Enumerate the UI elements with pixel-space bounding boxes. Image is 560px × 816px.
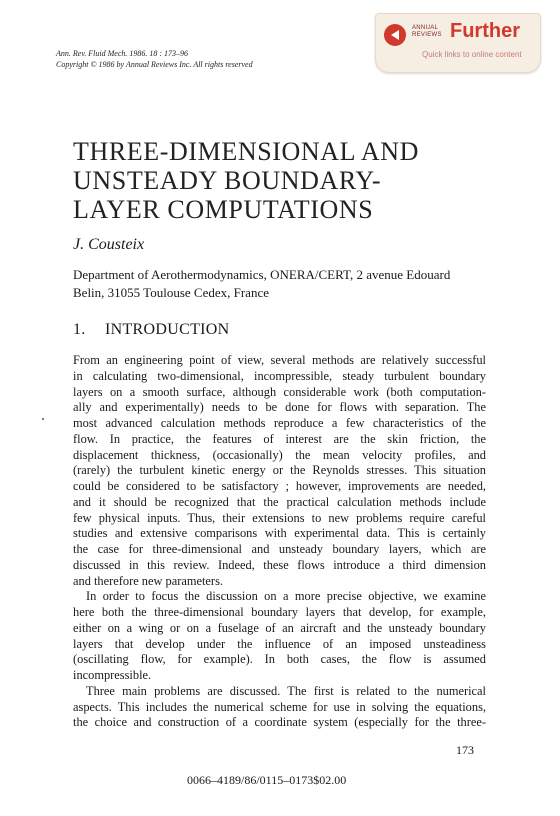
section-heading <box>73 321 229 339</box>
author-name: J. Cousteix <box>73 236 145 253</box>
play-back-icon <box>384 24 406 46</box>
body-line: displacement thickness, (occasionally) the mean velocity profiles, and <box>73 447 486 462</box>
body-line: Three main problems are discussed. The first is related to the numerical <box>86 683 486 698</box>
body-text <box>73 353 486 731</box>
margin-mark <box>42 418 44 420</box>
body-line: aspects. This includes the numerical scheme for use in solving the equations, <box>73 699 486 714</box>
body-line: From an engineering point of view, several methods are relatively successful <box>73 353 486 367</box>
section-title: INTRODUCTION <box>105 321 230 338</box>
body-line: the case for three-dimensional and unsteady boundary layers, which are <box>73 542 486 556</box>
body-line: here both the three-dimensional boundary layers that develop, for example, <box>73 605 486 619</box>
title-line: THREE-DIMENSIONAL AND <box>73 137 419 166</box>
annual-reviews-logo-text: ANNUAL REVIEWS <box>412 25 442 38</box>
section-number: 1. <box>73 321 86 338</box>
body-line: discussed in this review. Indeed, these flows introduce a third dimension <box>73 557 486 572</box>
journal-citation <box>56 48 253 70</box>
title-line: LAYER COMPUTATIONS <box>73 195 374 224</box>
body-line: and therefore new parameters. <box>73 573 223 588</box>
body-line: layers that develop under the influence of an imposed unsteadiness <box>73 636 486 651</box>
body-line: the choice and construction of a coordinate system (especially for the three- <box>73 715 486 730</box>
page-number: 173 <box>456 743 474 757</box>
title-line: UNSTEADY BOUNDARY- <box>73 166 382 195</box>
body-line: and it should be recognized that the practical calculation methods include <box>73 494 486 509</box>
body-line: In order to focus the discussion on a more precise objective, we examine <box>86 589 486 604</box>
body-line: ally and experimentally) needs to be done for flows with separation. The <box>73 400 486 415</box>
author-affiliation <box>73 266 493 302</box>
body-line: layers on a smooth surface, although considerable work (both computation- <box>73 384 486 399</box>
body-line: could be considered to be satisfactory ; however, improvements are needed, <box>73 479 486 493</box>
body-line: in calculating two-dimensional, incompressible, steady turbulent boundary <box>73 368 486 383</box>
copyright-code: 0066–4189/86/0115–0173$02.00 <box>187 773 347 787</box>
body-line: (rarely) the turbulent kinetic energy or the Reynolds stresses. This situation <box>73 463 486 478</box>
body-line: (oscillating flow, for example). In both cases, the flow is assumed <box>73 652 486 667</box>
citation-line-2: Copyright © 1986 by Annual Reviews Inc. All rights reserved <box>56 60 253 69</box>
annual-reviews-further-badge[interactable] <box>375 13 541 73</box>
citation-line-1: Ann. Rev. Fluid Mech. 1986. 18 : 173–96 <box>56 49 189 58</box>
article-title <box>73 137 493 224</box>
quick-links-label: Quick links to online content <box>422 50 522 59</box>
further-label: Further <box>450 20 520 42</box>
affiliation-line: Belin, 31055 Toulouse Cedex, France <box>73 285 269 300</box>
body-line: incompressible. <box>73 668 152 682</box>
body-line: flow. In practice, the features of interest are the skin friction, the <box>73 431 486 446</box>
body-line: few physical inputs. Thus, their extensions to new problems require careful <box>73 510 486 525</box>
affiliation-line: Department of Aerothermodynamics, ONERA/CERT, 2 avenue Edouard <box>73 267 451 282</box>
body-line: most advanced calculation methods reproduce a few characteristics of the <box>73 416 486 430</box>
body-line: studies and extensive comparisons with experimental data. This is certainly <box>73 526 486 541</box>
body-line: either on a wing or on a fuselage of an aircraft and the unsteady boundary <box>73 620 486 635</box>
